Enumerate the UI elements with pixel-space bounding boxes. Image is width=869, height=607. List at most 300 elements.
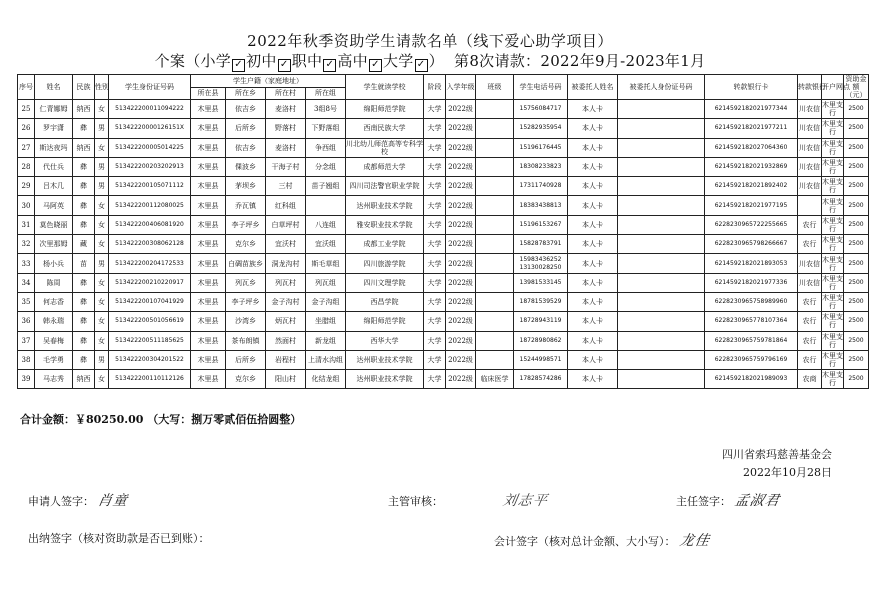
cell-gender: 男 (95, 254, 109, 273)
cell-class (476, 292, 514, 311)
cell-bank: 川农信 (798, 254, 822, 273)
cell-gender: 女 (95, 100, 109, 119)
cell-class (476, 215, 514, 234)
cell-group: 分念组 (306, 157, 346, 176)
header-school: 学生就读学校 (346, 75, 424, 100)
cell-phone: 17828574286 (514, 370, 568, 389)
cell-group: 上清水沟组 (306, 350, 346, 369)
header-ethnicity: 民族 (73, 75, 95, 100)
cell-amount: 2500 (844, 350, 869, 369)
cell-phone: 18308233823 (514, 157, 568, 176)
cell-trustee-name: 本人卡 (568, 292, 618, 311)
table-row (18, 254, 869, 273)
cell-county: 木里县 (191, 350, 226, 369)
cell-trustee-id (618, 273, 705, 292)
cell-trustee-id (618, 215, 705, 234)
cell-class (476, 312, 514, 331)
cell-class (476, 235, 514, 254)
cell-ethnicity: 彝 (73, 119, 95, 138)
cell-phone: 18728980862 (514, 331, 568, 350)
cell-seq: 25 (18, 100, 35, 119)
document-subtitle (0, 50, 860, 71)
cell-village: 洞龙沟村 (266, 254, 306, 273)
cell-group: 宜沃组 (306, 235, 346, 254)
cell-group: 化结龙组 (306, 370, 346, 389)
cell-name: 马志秀 (35, 370, 73, 389)
cell-township: 白碉苗族乡 (226, 254, 266, 273)
cell-enroll: 2022级 (446, 292, 476, 311)
cell-stage: 大学 (424, 196, 446, 215)
cell-bank: 川农信 (798, 273, 822, 292)
cell-trustee-id (618, 196, 705, 215)
cell-group: 新龙组 (306, 331, 346, 350)
cell-phone: 18728943119 (514, 312, 568, 331)
cell-ethnicity: 纳西 (73, 138, 95, 157)
cell-group: 坐腊组 (306, 312, 346, 331)
cell-seq: 39 (18, 370, 35, 389)
cell-school: 西南民族大学 (346, 119, 424, 138)
cell-seq: 36 (18, 312, 35, 331)
cell-seq: 38 (18, 350, 35, 369)
cell-name: 毛学勇 (35, 350, 73, 369)
cell-bank: 川农信 (798, 138, 822, 157)
cell-name: 莫色晓丽 (35, 215, 73, 234)
applicant-label: 申请人签字： (28, 495, 94, 508)
supervisor-signature-line (388, 490, 548, 510)
cell-enroll: 2022级 (446, 119, 476, 138)
cell-stage: 大学 (424, 235, 446, 254)
table-row (18, 138, 869, 157)
cell-amount: 2500 (844, 370, 869, 389)
subtitle-vocational: 职中 (291, 52, 323, 70)
cell-amount: 2500 (844, 292, 869, 311)
subtitle-high: 高中 (337, 52, 368, 70)
student-table (17, 74, 869, 389)
cell-ethnicity: 彝 (73, 215, 95, 234)
cell-seq: 26 (18, 119, 35, 138)
cell-county: 木里县 (191, 370, 226, 389)
cell-branch: 木里支行 (822, 139, 843, 156)
cell-village: 红科组 (266, 196, 306, 215)
header-county: 所在县 (191, 87, 226, 100)
cell-gender: 女 (95, 331, 109, 350)
cell-bank: 川农信 (798, 157, 822, 176)
cell-bank: 川农信 (798, 100, 822, 119)
batch-info: 第8次请款：2022年9月-2023年1月 (454, 52, 706, 70)
cell-village: 金子沟村 (266, 292, 306, 311)
header-trustee-id: 被委托人身份证号码 (618, 75, 705, 100)
cell-county: 木里县 (191, 331, 226, 350)
cell-name: 代仕兵 (35, 157, 73, 176)
cell-township: 茶布朗镇 (226, 331, 266, 350)
cell-id: 513422200204172533 (109, 254, 191, 273)
cell-bank: 农行 (798, 312, 822, 331)
cell-trustee-id (618, 331, 705, 350)
cell-ethnicity: 纳西 (73, 100, 95, 119)
cell-seq: 30 (18, 196, 35, 215)
table-row (18, 177, 869, 196)
cell-gender: 男 (95, 350, 109, 369)
cell-group (306, 196, 346, 215)
cell-bank-card: 6214592182021893053 (705, 254, 798, 273)
cell-phone: 15196176445 (514, 138, 568, 157)
cell-township: 沙湾乡 (226, 312, 266, 331)
table-row (18, 292, 869, 311)
cell-school: 四川文理学院 (346, 273, 424, 292)
director-signature: 孟淑君 (733, 493, 782, 509)
cell-county: 木里县 (191, 312, 226, 331)
supervisor-signature: 刘志平 (501, 493, 550, 509)
cell-group: 八连组 (306, 215, 346, 234)
subtitle-suffix: ） (428, 52, 444, 70)
cell-seq: 37 (18, 331, 35, 350)
cell-stage: 大学 (424, 100, 446, 119)
supervisor-label: 主管审核： (388, 495, 443, 508)
cell-seq: 33 (18, 254, 35, 273)
cell-group: 3组8号 (306, 100, 346, 119)
cell-bank-card: 6214592182021977195 (705, 196, 798, 215)
cell-name: 陈周 (35, 273, 73, 292)
cell-name: 斯达夜玛 (35, 138, 73, 157)
cell-stage: 大学 (424, 138, 446, 157)
cell-village: 宜沃村 (266, 235, 306, 254)
cell-trustee-name: 本人卡 (568, 138, 618, 157)
cell-trustee-id (618, 157, 705, 176)
cell-class (476, 196, 514, 215)
cell-seq: 34 (18, 273, 35, 292)
cell-amount: 2500 (844, 215, 869, 234)
cell-ethnicity: 彝 (73, 312, 95, 331)
cell-bank: 农行 (798, 350, 822, 369)
cell-bank (798, 196, 822, 215)
cell-township: 克尔乡 (226, 235, 266, 254)
cell-gender: 女 (95, 196, 109, 215)
cell-county: 木里县 (191, 119, 226, 138)
cell-branch: 木里支行 (822, 294, 843, 311)
accountant-signature-line (494, 530, 710, 550)
cell-stage: 大学 (424, 119, 446, 138)
cell-school: 西昌学院 (346, 292, 424, 311)
cell-county: 木里县 (191, 177, 226, 196)
cell-school: 达州职业技术学院 (346, 196, 424, 215)
document-date: 2022年10月28日 (743, 466, 832, 479)
cell-bank-card: 6228230965778107364 (705, 312, 798, 331)
cell-amount: 2500 (844, 119, 869, 138)
cell-id: 513422200107041929 (109, 292, 191, 311)
cell-ethnicity: 彝 (73, 350, 95, 369)
cell-township: 乔瓦镇 (226, 196, 266, 215)
cell-phone: 15828783791 (514, 235, 568, 254)
table-row (18, 157, 869, 176)
cell-county: 木里县 (191, 157, 226, 176)
cell-bank: 农行 (798, 292, 822, 311)
cell-class (476, 119, 514, 138)
cell-phone: 15983436252 13130028250 (514, 254, 568, 273)
table-row (18, 370, 869, 389)
cell-branch: 木里支行 (822, 332, 843, 349)
cell-ethnicity: 彝 (73, 177, 95, 196)
cell-trustee-name: 本人卡 (568, 157, 618, 176)
header-phone: 学生电话号码 (514, 75, 568, 100)
cell-amount: 2500 (844, 235, 869, 254)
cell-gender: 女 (95, 312, 109, 331)
cell-school: 川北幼儿师范高等专科学校 (346, 139, 423, 156)
cell-trustee-name: 本人卡 (568, 235, 618, 254)
cell-branch: 木里支行 (822, 255, 843, 272)
cell-enroll: 2022级 (446, 157, 476, 176)
document-title: 2022年秋季资助学生请款名单（线下爱心助学项目） (247, 32, 613, 50)
cell-branch: 木里支行 (822, 236, 843, 253)
table-row (18, 196, 869, 215)
cell-ethnicity: 彝 (73, 196, 95, 215)
cell-group: 苗子翘组 (306, 177, 346, 196)
cell-amount: 2500 (844, 157, 869, 176)
header-hukou: 学生户籍（家庭地址） (191, 75, 346, 88)
subtitle-primary: 初中 (246, 52, 277, 70)
cell-trustee-id (618, 254, 705, 273)
cell-name: 吕木几 (35, 177, 73, 196)
cell-enroll: 2022级 (446, 196, 476, 215)
cell-seq: 32 (18, 235, 35, 254)
table-row (18, 119, 869, 138)
cell-stage: 大学 (424, 331, 446, 350)
table-row (18, 235, 869, 254)
cell-village: 野落村 (266, 119, 306, 138)
cell-gender: 男 (95, 157, 109, 176)
cell-trustee-name: 本人卡 (568, 100, 618, 119)
cell-enroll: 2022级 (446, 312, 476, 331)
cell-enroll: 2022级 (446, 235, 476, 254)
director-label: 主任签字： (676, 495, 731, 508)
cell-bank-card: 6214592182021977336 (705, 273, 798, 292)
cell-township: 依吉乡 (226, 138, 266, 157)
cell-trustee-name: 本人卡 (568, 254, 618, 273)
cell-school: 绵阳师范学院 (346, 100, 424, 119)
cell-id: 513422200005014225 (109, 138, 191, 157)
cell-bank: 川农信 (798, 177, 822, 196)
cell-name: 韩永瑞 (35, 312, 73, 331)
cell-amount: 2500 (844, 100, 869, 119)
cell-branch: 木里支行 (822, 352, 843, 368)
header-amount: 资助金额（元） (845, 75, 867, 99)
cell-ethnicity: 彝 (73, 292, 95, 311)
cell-id: 513422200112080025 (109, 196, 191, 215)
cell-group: 斯毛草组 (306, 254, 346, 273)
cell-township: 后所乡 (226, 119, 266, 138)
subtitle-prefix: 个案（小学 (154, 52, 232, 70)
cell-township: 依吉乡 (226, 100, 266, 119)
cell-school: 四川旅游学院 (346, 254, 424, 273)
cell-id: 513422200110112126 (109, 370, 191, 389)
accountant-label: 会计签字（核对总计金额、大小写）： (494, 535, 676, 548)
cell-phone: 15244998571 (514, 350, 568, 369)
subtitle-university: 大学 (382, 52, 414, 70)
cell-school: 雅安职业技术学院 (346, 215, 424, 234)
cell-trustee-id (618, 350, 705, 369)
cell-trustee-name: 本人卡 (568, 215, 618, 234)
cell-bank: 川农信 (798, 119, 822, 138)
cell-class (476, 157, 514, 176)
header-class: 班级 (476, 75, 514, 100)
cell-county: 木里县 (191, 254, 226, 273)
cell-group: 金子沟组 (306, 292, 346, 311)
cell-group: 列瓦组 (306, 273, 346, 292)
cell-enroll: 2022级 (446, 138, 476, 157)
cell-village: 三村 (266, 177, 306, 196)
cell-village: 岩程村 (266, 350, 306, 369)
cell-township: 克尔乡 (226, 370, 266, 389)
cell-township: 李子坪乡 (226, 215, 266, 234)
cell-bank-card: 6228230965759781864 (705, 331, 798, 350)
cell-id: 513422200304201522 (109, 350, 191, 369)
cell-gender: 女 (95, 215, 109, 234)
cell-village: 干海子村 (266, 157, 306, 176)
cell-amount: 2500 (844, 331, 869, 350)
cell-bank-card: 6214592182027064360 (705, 138, 798, 157)
cell-enroll: 2022级 (446, 100, 476, 119)
cell-trustee-name: 本人卡 (568, 119, 618, 138)
cell-id: 513422200501056619 (109, 312, 191, 331)
cell-ethnicity: 彝 (73, 273, 95, 292)
cell-branch: 木里支行 (822, 371, 843, 388)
cell-village: 麦洛村 (266, 138, 306, 157)
cell-trustee-name: 本人卡 (568, 196, 618, 215)
cell-class (476, 138, 514, 157)
cell-branch: 木里支行 (822, 313, 843, 330)
cashier-signature-line (28, 530, 210, 546)
cell-county: 木里县 (191, 273, 226, 292)
cell-bank-card: 6214592182021932869 (705, 157, 798, 176)
header-id: 学生身份证号码 (109, 75, 191, 100)
cell-seq: 29 (18, 177, 35, 196)
checkbox-icon: ✓ (278, 59, 291, 72)
header-bank: 转款银行 (798, 75, 822, 100)
cell-phone: 15196153267 (514, 215, 568, 234)
cell-name: 马阿英 (35, 196, 73, 215)
cell-name: 罗宇潇 (35, 119, 73, 138)
cell-class (476, 273, 514, 292)
cell-id: 51342220000126151X (109, 119, 191, 138)
cell-bank: 农行 (798, 331, 822, 350)
table-row (18, 215, 869, 234)
cell-township: 后所乡 (226, 350, 266, 369)
organization-name: 四川省索玛慈善基金会 (722, 448, 832, 461)
cell-stage: 大学 (424, 312, 446, 331)
cell-bank-card: 6228230965722255665 (705, 215, 798, 234)
cell-trustee-name: 本人卡 (568, 370, 618, 389)
cell-name: 仁青娜姆 (35, 100, 73, 119)
cell-class (476, 100, 514, 119)
cell-trustee-name: 本人卡 (568, 312, 618, 331)
cell-phone: 15756084717 (514, 100, 568, 119)
cell-seq: 31 (18, 215, 35, 234)
table-row (18, 350, 869, 369)
cell-trustee-name: 本人卡 (568, 177, 618, 196)
cell-township: 李子坪乡 (226, 292, 266, 311)
applicant-signature: 肖童 (96, 493, 130, 509)
cell-county: 木里县 (191, 100, 226, 119)
cell-school: 绵阳师范学院 (346, 312, 424, 331)
cell-enroll: 2022级 (446, 331, 476, 350)
cell-gender: 女 (95, 292, 109, 311)
cell-id: 513422200210220917 (109, 273, 191, 292)
cell-seq: 27 (18, 138, 35, 157)
cell-enroll: 2022级 (446, 273, 476, 292)
cell-enroll: 2022级 (446, 177, 476, 196)
cell-trustee-id (618, 235, 705, 254)
cell-bank-card: 6214592182021977211 (705, 119, 798, 138)
header-gender: 性别 (95, 75, 109, 100)
checkbox-icon: ✓ (369, 59, 382, 72)
cell-county: 木里县 (191, 138, 226, 157)
cell-county: 木里县 (191, 292, 226, 311)
cell-village: 阳山村 (266, 370, 306, 389)
cell-township: 列瓦乡 (226, 273, 266, 292)
cell-county: 木里县 (191, 215, 226, 234)
cell-trustee-id (618, 100, 705, 119)
cell-enroll: 2022级 (446, 254, 476, 273)
cell-enroll: 2022级 (446, 370, 476, 389)
cell-trustee-id (618, 312, 705, 331)
cell-stage: 大学 (424, 215, 446, 234)
header-bank-card: 转款银行卡 (705, 75, 798, 100)
table-row (18, 100, 869, 119)
cell-village: 炳瓦村 (266, 312, 306, 331)
cell-ethnicity: 彝 (73, 331, 95, 350)
cell-name: 杨小兵 (35, 254, 73, 273)
header-seq: 序号 (18, 75, 35, 100)
cell-id: 513422200308062128 (109, 235, 191, 254)
cell-school: 达州职业技术学院 (346, 350, 424, 369)
cell-gender: 男 (95, 177, 109, 196)
accountant-signature: 龙佳 (677, 533, 711, 549)
header-branch: 开户网点 (822, 75, 844, 100)
cell-name: 何志香 (35, 292, 73, 311)
cell-enroll: 2022级 (446, 350, 476, 369)
table-row (18, 312, 869, 331)
cell-ethnicity: 苗 (73, 254, 95, 273)
cell-phone: 15282935954 (514, 119, 568, 138)
cell-ethnicity: 藏 (73, 235, 95, 254)
cell-amount: 2500 (844, 312, 869, 331)
cell-branch: 木里支行 (822, 120, 843, 137)
cell-trustee-id (618, 119, 705, 138)
cell-seq: 35 (18, 292, 35, 311)
cell-township: 倮波乡 (226, 157, 266, 176)
checkbox-icon: ✓ (415, 59, 428, 72)
header-enroll: 入学年级 (446, 75, 476, 100)
cell-county: 木里县 (191, 235, 226, 254)
cell-amount: 2500 (844, 196, 869, 215)
cell-ethnicity: 彝 (73, 157, 95, 176)
cell-branch: 木里支行 (822, 197, 843, 214)
table-row (18, 331, 869, 350)
cell-bank: 农商 (798, 370, 822, 389)
cell-gender: 男 (95, 119, 109, 138)
checkbox-icon: ✓ (232, 59, 245, 72)
cell-phone: 13981533145 (514, 273, 568, 292)
cell-stage: 大学 (424, 370, 446, 389)
cell-stage: 大学 (424, 350, 446, 369)
cell-amount: 2500 (844, 273, 869, 292)
cell-group: 争西组 (306, 138, 346, 157)
cell-school: 西华大学 (346, 331, 424, 350)
cell-phone: 17311740928 (514, 177, 568, 196)
cell-school: 四川司法警官职业学院 (346, 177, 424, 196)
cell-village: 然面村 (266, 331, 306, 350)
cell-county: 木里县 (191, 196, 226, 215)
cell-amount: 2500 (844, 177, 869, 196)
